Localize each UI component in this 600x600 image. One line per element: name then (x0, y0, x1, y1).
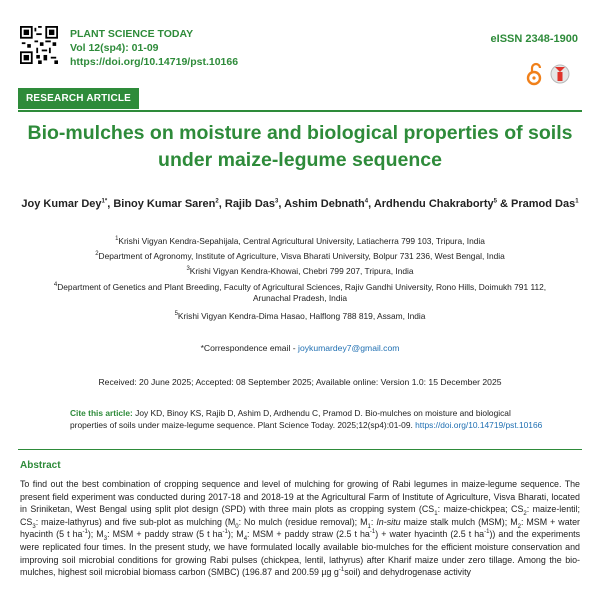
affiliation: $^5$Krishi Vigyan Kendra-Dima Hasao, Halflong 788 819, Assam, India (174, 311, 426, 321)
author-sup: 3 (275, 198, 279, 205)
author-sup: 1 (575, 198, 579, 205)
affiliation: $^3$Krishi Vigyan Kendra-Khowai, Chebri 799 207, Tripura, India (186, 266, 414, 276)
affiliation: $^2$Department of Agronomy, Institute of Agriculture, Visva Bharati University, Bolpur 731 236, West Bengal, India (95, 251, 505, 261)
access-icons (524, 62, 574, 86)
abstract-heading: Abstract (20, 460, 61, 471)
author-name: Rajib Das (224, 198, 276, 210)
open-access-icon[interactable] (528, 64, 540, 84)
title-line-1: Bio-mulches on moisture and biological properties of soils (27, 122, 573, 144)
cite-label: Cite this article: (70, 408, 133, 418)
author-sup: 5 (493, 198, 497, 205)
cite-doi-link[interactable]: https://doi.org/10.14719/pst.10166 (415, 419, 543, 430)
abstract-text: To find out the best combination of cropping sequence and level of mulching for growing of Rabi legumes in maize-legume sequence. The present field experiment was conducted during 2017-18 and 2018-19 at the Agricultural Farm of Institute of Agriculture, Visva Bharati, located in Sriniketan, West Bengal using split plot design (SPD) with three main plots as cropping system ($CS_1$: maize-chickpea; $CS_2$: maize-lentil; $CS_3$: maize-lathyrus) and five sub-plot as mulching ($M_0$: No mulch (residue removal); $M_1$: In-situ maize stalk mulch (MSM); $M_2$: MSM + water hyacinth (5 t $ha^{-1}$); $M_3$: MSM + paddy straw (5 t $ha^{-1}$); $M_4$: MSM + paddy straw (2.5 t $ha^{-1}$) + water hyacinth (2.5 t $ha^{-1}$)) and the experiments were replicated four times. In the present study, we have formulated locally available bio-mulches for the efficient moisture conservation and improving soil microbial conditions for growing Rabi pulses (chickpea, lentil, lathyrus) after Kharif maize under zero tillage. Among the bio-mulches, highest soil microbial biomass carbon (SMBC) (196.87 and 200.59 µg $g^{-1}soil$) and dehydrogenase activity (20, 479, 581, 578)
author-name: Pramod Das (511, 198, 576, 210)
author-sup: 4 (364, 198, 369, 205)
eissn: eISSN 2348-1900 (490, 33, 578, 45)
author-list: Joy Kumar Dey$^{1*}$, Binoy Kumar Saren$^2$, Rajib Das$^3$, Ashim Debnath$^4$, Ardhendu Chakraborty$^5$ & Pramod Das$^1$ (21, 198, 579, 210)
article-type-badge: RESEARCH ARTICLE (18, 88, 139, 109)
correspondence-label: *Correspondence email - (200, 343, 299, 353)
divider (18, 449, 582, 450)
cite-text: Joy KD, Binoy KS, Rajib D, Ashim D, Ardhendu C, Pramod D. Bio-mulches on moisture and biological properties of soils under maize-legume sequence. Plant Science Today. 2025;12(sp4):01-09. (70, 408, 511, 430)
author-name: Ashim Debnath (284, 198, 365, 210)
affiliation: $^1$Krishi Vigyan Kendra-Sepahijala, Central Agricultural University, Latiacherra 799 103, Tripura, India (115, 236, 485, 246)
author-name: Ardhendu Chakraborty (373, 198, 494, 210)
author-name: Binoy Kumar Saren (113, 198, 216, 210)
citation (70, 408, 550, 431)
title-line-2: under maize-legume sequence (158, 149, 442, 171)
affiliation: $^4$Department of Genetics and Plant Breeding, Faculty of Agricultural Sciences, Rajiv Gandhi University, Rono Hills, Doimukh 791 112, Arunachal Pradesh, India (53, 282, 547, 303)
divider (18, 110, 582, 112)
journal-doi-link[interactable]: https://doi.org/10.14719/pst.10166 (70, 56, 239, 68)
crossmark-icon[interactable] (551, 65, 569, 83)
email-link[interactable]: joykumardey7@gmail.com (298, 343, 400, 353)
publication-dates: Received: 20 June 2025; Accepted: 08 September 2025; Available online: Version 1.0: 15 December 2025 (98, 377, 502, 387)
correspondence (20, 343, 580, 353)
author-sup: 1* (101, 198, 108, 205)
author-sup: 2 (215, 198, 219, 205)
author-name: Joy Kumar Dey (21, 198, 102, 210)
article-title (20, 120, 580, 174)
qr-code-icon (20, 26, 58, 64)
journal-volume: Vol 12(sp4): 01-09 (70, 42, 159, 54)
journal-info (70, 27, 238, 69)
journal-name: PLANT SCIENCE TODAY (70, 28, 194, 40)
